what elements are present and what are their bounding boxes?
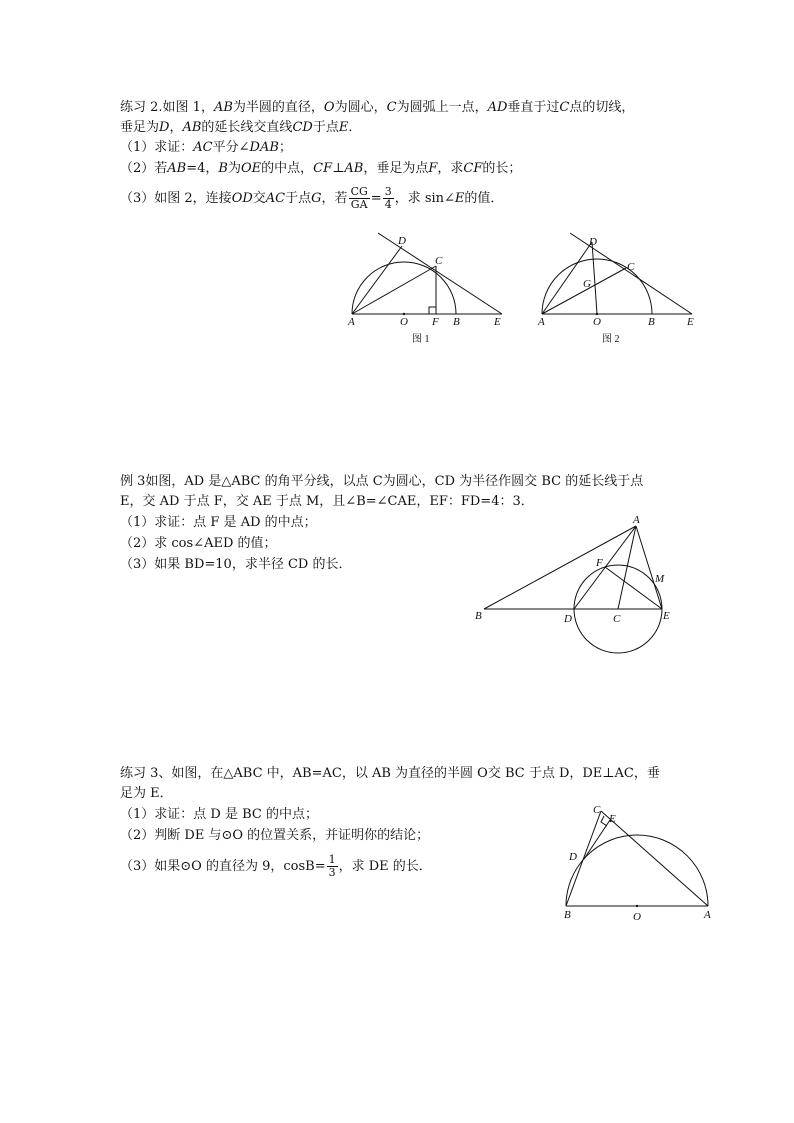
fig4-label-o: O [633,911,641,923]
fig3-label-e: E [663,610,670,622]
fig1-label-c: C [435,255,443,267]
figure-2 [530,228,700,348]
fig3-label-c: C [613,613,621,625]
fig4-label-b: B [564,909,571,921]
fig2-label-g: G [583,278,591,290]
fig3-label-f: F [596,557,603,569]
fig2-label-b: B [648,316,655,328]
p2-question-3: （3）如果 BD=10，求半径 CD 的长． [120,557,352,572]
fig1-label-f: F [432,316,439,328]
fig4-label-d: D [569,851,577,863]
fig4-label-e: E [609,813,616,825]
fraction-1-3: $\frac{1}{3}$ [328,853,336,879]
p1-question-2: （2）若AB=4，B为OE的中点，CF⊥AB，垂足为点F，求CF的长； [120,161,522,176]
fig2-label-e: E [687,316,694,328]
fig2-label-d: D [589,236,597,248]
fig2-caption: 图 2 [602,334,620,345]
p2-question-1: （1）求证：点 F 是 AD 的中点； [120,515,317,530]
fig2-label-o: O [593,316,601,328]
p3-question-1: （1）求证：点 D 是 BC 的中点； [120,807,318,822]
p3-question-3: （3）如果⊙O 的直径为 9，cosB= $\frac{1}{3}$ ，求 DE 的长． [120,853,432,879]
p1-question-3: （3）如图 2，连接OD交AC于点G，若 $\frac{CG}{GA}$ = $\frac{3}{4}$ ，求 sin∠E的值． [120,185,504,211]
p1-line2: 垂足为D，AB的延长线交直线CD于点E． [120,120,362,135]
p3-line1: 练习 3、如图，在△ABC 中，AB=AC，以 AB 为直径的半圆 O交 BC 于点 D，DE⊥AC，垂 [120,766,660,781]
fig3-label-a: A [633,514,640,526]
p1-question-1: （1）求证：AC平分∠DAB； [120,140,292,155]
fig3-label-m: M [655,573,665,585]
fig4-label-a: A [704,909,711,921]
p2-question-2: （2）求 cos∠AED 的值； [120,536,277,551]
fraction-cg-ga: $\frac{CG}{GA}$ [350,185,368,211]
fig1-label-o: O [400,316,408,328]
fig1-label-a: A [348,316,355,328]
p3-line2: 足为 E． [120,786,173,801]
fig4-label-c: C [593,804,601,816]
fraction-3-4: $\frac{3}{4}$ [384,185,392,211]
figure-3 [470,510,690,660]
p3-question-2: （2）判断 DE 与⊙O 的位置关系，并证明你的结论； [120,828,430,843]
figure-1 [340,228,510,348]
p2-line2: E，交 AD 于点 F，交 AE 于点 M，且∠B=∠CAE，EF：FD=4：3． [120,494,534,509]
fig2-label-a: A [538,316,545,328]
fig1-label-d: D [398,235,406,247]
fig1-label-e: E [494,316,501,328]
fig3-label-d: D [564,613,572,625]
fig2-label-c: C [627,261,635,273]
fig3-label-b: B [475,610,482,622]
p2-line1: 例 3如图，AD 是△ABC 的角平分线，以点 C为圆心，CD 为半径作圆交 BC 的延长线于点 [120,474,644,489]
figure-4 [556,796,726,931]
fig1-caption: 图 1 [412,334,430,345]
p1-line1: 练习 2.如图 1，AB为半圆的直径，O为圆心，C为圆弧上一点，AD垂直于过C点的切线， [120,100,635,115]
fig1-label-b: B [453,316,460,328]
